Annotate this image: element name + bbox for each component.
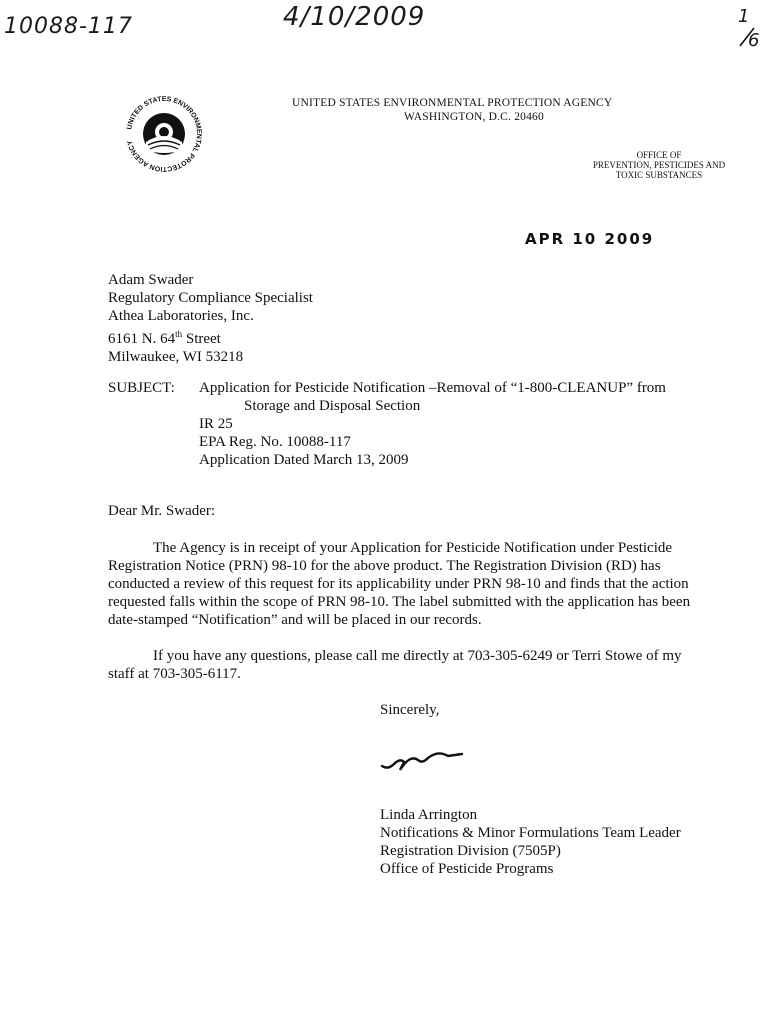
handwritten-page-number: 1 xyxy=(738,6,751,27)
office-line-1: OFFICE OF xyxy=(636,150,682,160)
epa-seal-logo xyxy=(120,90,208,178)
recipient-street xyxy=(108,325,313,348)
seal-ring-text: UNITED STATES ENVIRONMENTAL PROTECTION AGENCY xyxy=(126,95,203,173)
date-stamp: APR 10 2009 xyxy=(525,230,655,248)
subject-line-4: EPA Reg. No. 10088-117 xyxy=(199,434,351,450)
signer-title: Notifications & Minor Formulations Team Leader xyxy=(380,825,681,841)
subject-line-3: IR 25 xyxy=(199,416,233,432)
subject-line-2: Storage and Disposal Section xyxy=(244,398,421,414)
subject-line-5: Application Dated March 13, 2009 xyxy=(199,452,409,468)
signer-division: Registration Division (7505P) xyxy=(380,843,561,859)
salutation: Dear Mr. Swader: xyxy=(108,503,216,519)
body-paragraph-2: If you have any questions, please call me directly at 703-305-6249 or Terri Stowe of my staff at 703-305-6117. xyxy=(108,648,682,682)
signer-name: Linda Arrington xyxy=(380,807,478,823)
street-name: Street xyxy=(182,331,221,347)
subject-line-1: Application for Pesticide Notification –Removal of “1-800-CLEANUP” from xyxy=(199,380,666,396)
subject-label: SUBJECT: xyxy=(108,380,175,396)
recipient-name: Adam Swader xyxy=(108,272,194,288)
body-paragraph-1: The Agency is in receipt of your Application for Pesticide Notification under Pesticide Registration Notice (PRN) 98-10 for the above product. The Registration Division (RD) has conducted a review of this request for its applicability under PRN 98-10 and finds that the action requested falls within the scope of PRN 98-10. The label submitted with the application has been date-stamped “Notification” and will be placed in our records. xyxy=(108,540,691,628)
recipient-company: Athea Laboratories, Inc. xyxy=(108,308,254,324)
closing: Sincerely, xyxy=(380,702,440,718)
signer-block xyxy=(380,806,681,878)
handwritten-page-total: 6 xyxy=(748,30,761,51)
recipient-title: Regulatory Compliance Specialist xyxy=(108,290,313,306)
letterhead-office xyxy=(586,150,732,180)
recipient-address xyxy=(108,271,313,366)
letterhead-city: WASHINGTON, D.C. 20460 xyxy=(404,111,544,123)
street-ordinal: th xyxy=(175,329,183,339)
letterhead-agency-name: UNITED STATES ENVIRONMENTAL PROTECTION AGENCY xyxy=(292,97,613,109)
subject-block xyxy=(199,379,666,469)
signer-office: Office of Pesticide Programs xyxy=(380,861,554,877)
handwritten-file-number: 10088-117 xyxy=(4,14,133,39)
street-number: 6161 N. 64 xyxy=(108,331,176,347)
office-line-2: PREVENTION, PESTICIDES AND xyxy=(592,160,726,170)
handwritten-date: 4/10/2009 xyxy=(283,2,426,32)
recipient-city: Milwaukee, WI 53218 xyxy=(108,349,244,365)
handwritten-signature xyxy=(378,740,468,776)
office-line-3: TOXIC SUBSTANCES xyxy=(615,170,703,180)
